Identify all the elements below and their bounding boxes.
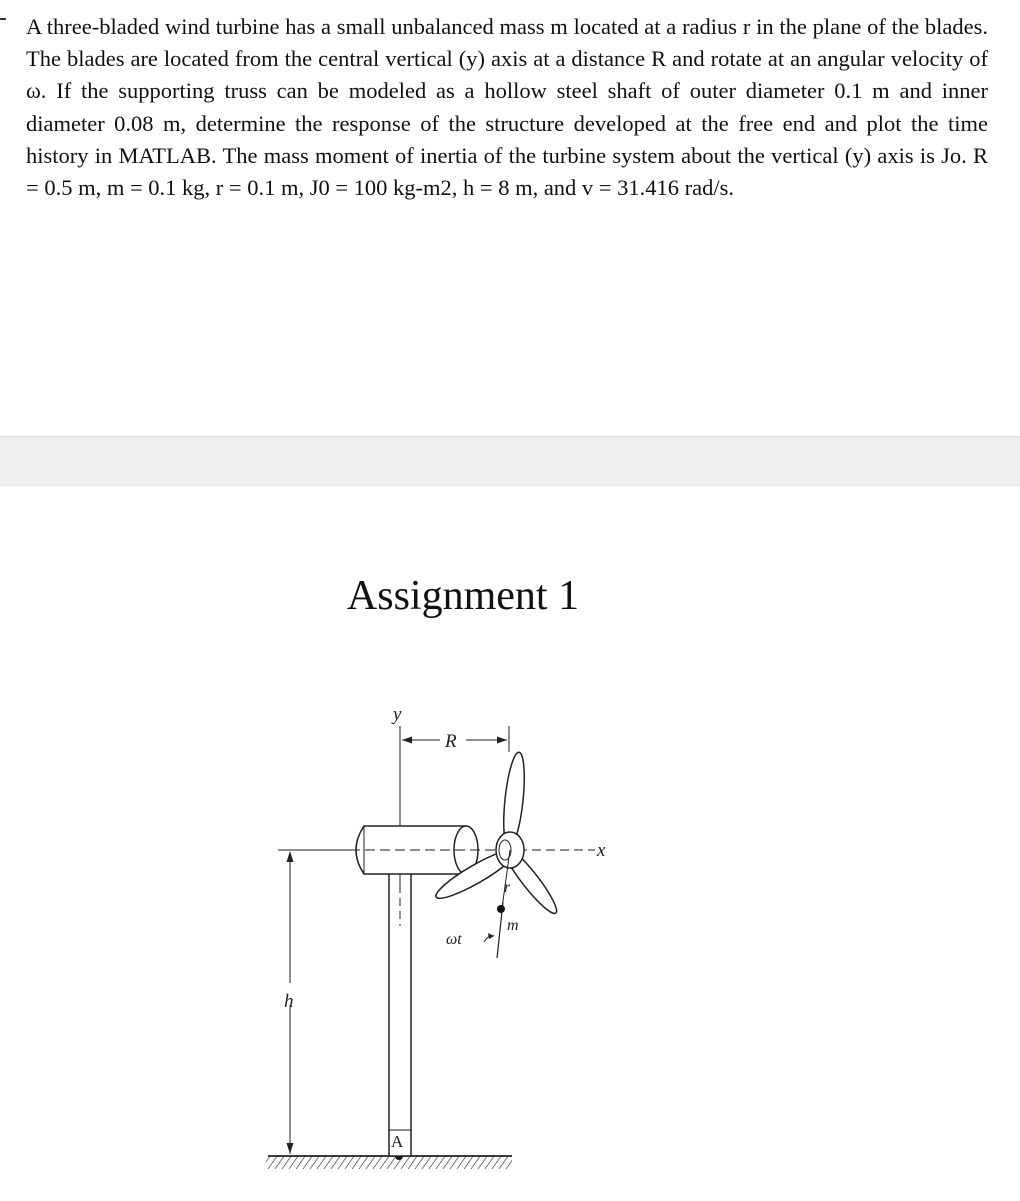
section-separator — [0, 436, 1020, 486]
r-arrow-left — [402, 737, 412, 744]
h-dimension-label: h — [284, 991, 294, 1012]
tower — [389, 872, 411, 1156]
mass-m-label: m — [507, 917, 519, 934]
omega-t-arrow — [488, 933, 494, 939]
problem-text: A three-bladed wind turbine has a small unbalanced mass m located at a radius r in the plane of the blades. The blades are located from the central vertical (y) axis at a distance R and rotate at an angular velocity of ω. If the supporting truss can be modeled as a hollow steel shaft of outer diameter 0.1 m and inner diameter 0.08 m, determine the response of the structure developed at the free end and plot the time history in MATLAB. The mass moment of inertia of the turbine system about the vertical (y) axis is Jo. R = 0.5 m, m = 0.1 kg, r = 0.1 m, J0 = 100 kg-m2, h = 8 m, and v = 31.416 rad/s. — [26, 14, 988, 201]
support-a-label: A — [391, 1132, 404, 1151]
assignment-title: Assignment 1 — [346, 573, 580, 619]
radius-r-label: r — [504, 879, 511, 896]
r-dimension-label: R — [445, 731, 457, 752]
unbalanced-mass — [497, 905, 505, 913]
ground-hatching — [266, 1156, 512, 1169]
y-axis-label: y — [393, 704, 402, 725]
h-arrow-top — [287, 851, 294, 862]
wind-turbine-diagram — [260, 690, 620, 1190]
list-bullet — [0, 18, 6, 20]
problem-statement — [0, 0, 1020, 436]
r-arrow-right — [497, 737, 507, 744]
omega-t-label: ωt — [446, 931, 462, 948]
x-axis-label: x — [597, 840, 606, 861]
h-arrow-bottom — [287, 1143, 294, 1154]
wind-turbine-figure — [260, 690, 620, 1190]
